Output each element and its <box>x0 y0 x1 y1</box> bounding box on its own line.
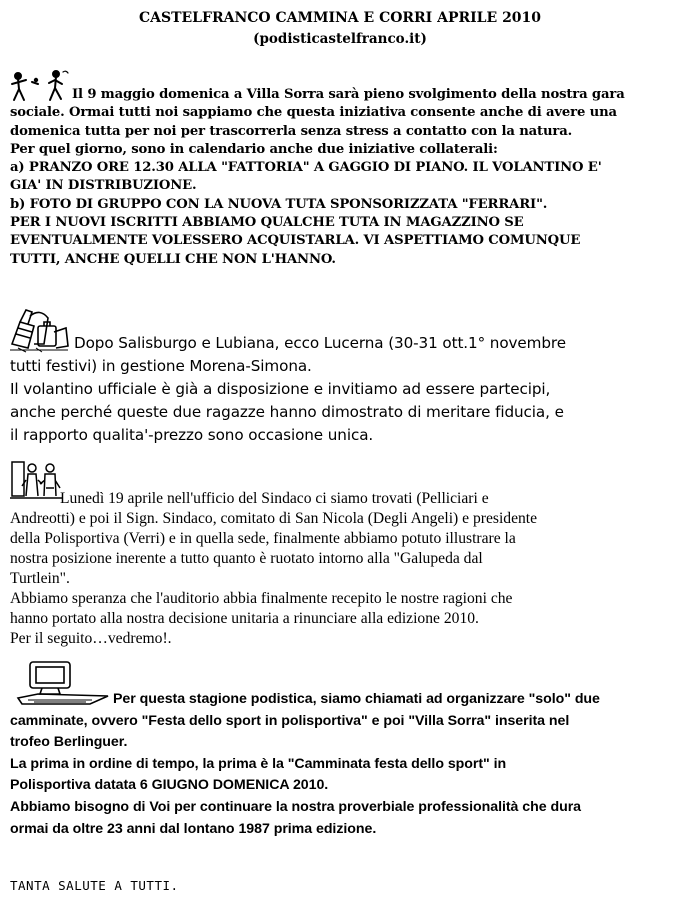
paragraph-line: domenica tutta per noi per trascorrerla senza stress a contatto con la natura. <box>10 123 573 139</box>
paragraph-line: il rapporto qualita'-prezzo sono occasione unica. <box>10 426 374 444</box>
page-subtitle: (podisticastelfranco.it) <box>253 31 427 47</box>
paragraph-line: Per questa stagione podistica, siamo chiamati ad organizzare "solo" due <box>113 691 600 707</box>
section-villa-sorra <box>10 86 690 269</box>
paragraph-line: nostra posizione inerente a tutto quanto è ruotato intorno alla "Galupeda dal <box>10 550 483 567</box>
paragraph-line: EVENTUALMENTE VOLESSERO ACQUISTARLA. VI ASPETTIAMO COMUNQUE <box>10 233 581 249</box>
paragraph-line: hanno portato alla nostra decisione unitaria a rinunciare alla edizione 2010. <box>10 610 479 627</box>
paragraph-line: camminate, ovvero "Festa dello sport in polisportiva" e poi "Villa Sorra" inserita nel <box>10 712 570 729</box>
paragraph-line: Polisportiva datata 6 GIUGNO DOMENICA 2010. <box>10 777 329 794</box>
paragraph-line: PER I NUOVI ISCRITTI ABBIAMO QUALCHE TUTA IN MAGAZZINO SE <box>10 215 524 231</box>
paragraph-line: TUTTI, ANCHE QUELLI CHE NON L'HANNO. <box>10 251 336 267</box>
paragraph-line: Andreotti) e poi il Sign. Sindaco, comitato di San Nicola (Degli Angeli) e presidente <box>10 510 538 527</box>
paragraph-line: ormai da oltre 23 anni dal lontano 1987 prima edizione. <box>10 820 377 837</box>
paragraph-line: Lunedì 19 aprile nell'ufficio del Sindaco ci siamo trovati (Pelliciari e <box>60 490 489 507</box>
section-running-season <box>10 689 690 840</box>
paragraph-line: Abbiamo speranza che l'auditorio abbia finalmente recepito le nostre ragioni che <box>10 590 513 607</box>
paragraph-line: a) PRANZO ORE 12.30 ALLA "FATTORIA" A GAGGIO DI PIANO. IL VOLANTINO E' <box>10 160 602 176</box>
paragraph-line: Il 9 maggio domenica a Villa Sorra sarà pieno svolgimento della nostra gara <box>72 87 625 102</box>
paragraph-line: Dopo Salisburgo e Lubiana, ecco Lucerna (30-31 ott.1° novembre <box>74 334 566 352</box>
paragraph-line: GIA' IN DISTRIBUZIONE. <box>10 178 197 194</box>
paragraph-line: Per il seguito…vedremo!. <box>10 630 172 647</box>
closing-greeting: TANTA SALUTE A TUTTI. <box>10 878 179 893</box>
paragraph-line: Per quel giorno, sono in calendario anche due iniziative collaterali: <box>10 141 498 157</box>
paragraph-line: della Polisportiva (Verri) e in quella sede, finalmente abbiamo potuto illustrare la <box>10 530 516 547</box>
paragraph-line: tutti festivi) in gestione Morena-Simona. <box>10 357 312 375</box>
paragraph-line: Abbiamo bisogno di Voi per continuare la nostra proverbiale professionalità che dura <box>10 798 582 815</box>
section-lucerna-trip <box>10 332 690 447</box>
paragraph-line: sociale. Ormai tutti noi sappiamo che questa iniziativa consente anche di avere una <box>10 105 617 121</box>
paragraph-line: anche perché queste due ragazze hanno dimostrato di meritare fiducia, e <box>10 403 564 421</box>
page-title: CASTELFRANCO CAMMINA E CORRI APRILE 2010 <box>138 10 542 26</box>
paragraph-line: b) FOTO DI GRUPPO CON LA NUOVA TUTA SPONSORIZZATA "FERRARI". <box>10 196 548 212</box>
paragraph-line: Turtlein". <box>10 570 70 587</box>
paragraph-line: trofeo Berlinguer. <box>10 734 128 751</box>
paragraph-line: Il volantino ufficiale è già a disposizione e invitiamo ad essere partecipi, <box>10 380 551 398</box>
paragraph-line: La prima in ordine di tempo, la prima è la "Camminata festa dello sport" in <box>10 755 507 772</box>
section-mayor-meeting <box>10 489 690 649</box>
